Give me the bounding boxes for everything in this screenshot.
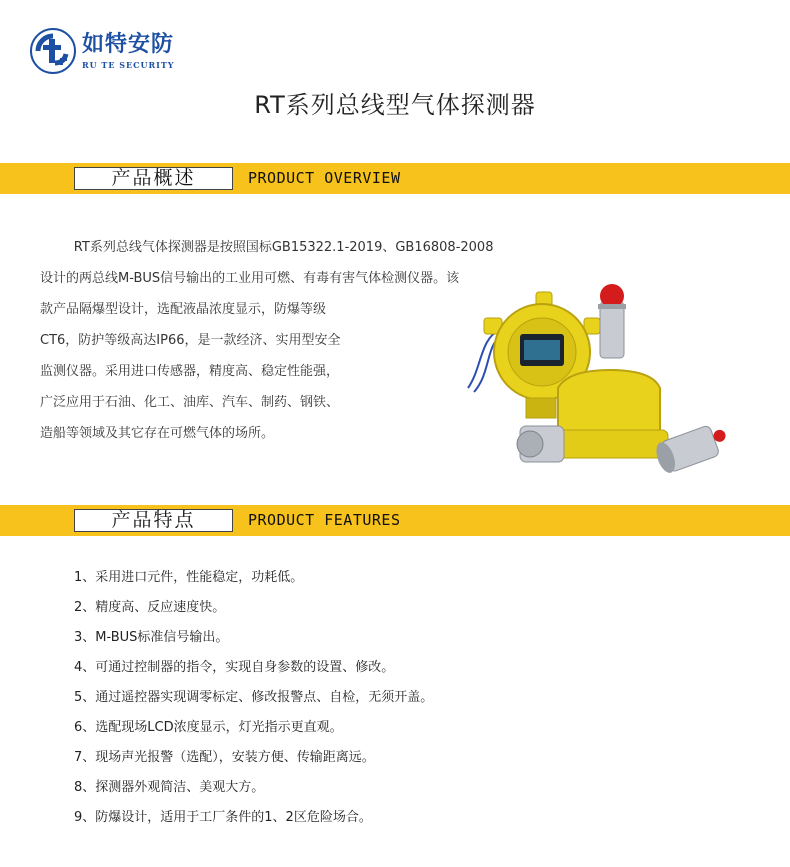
section-header-overview	[0, 163, 790, 194]
section-title-cn: 产品特点	[74, 509, 233, 532]
overview-line: 设计的两总线M-BUS信号输出的工业用可燃、有毒有害气体检测仪器。该	[40, 271, 460, 286]
list-item: 6、选配现场LCD浓度显示，灯光指示更直观。	[74, 720, 343, 735]
rt-logo-icon	[30, 28, 76, 74]
list-item: 1、采用进口元件，性能稳定，功耗低。	[74, 570, 304, 585]
section-title-cn: 产品概述	[74, 167, 233, 190]
logo-cn-text: 如特安防	[82, 32, 175, 57]
logo-en-text: RU TE SECURITY	[82, 60, 175, 70]
section-title-en: PRODUCT OVERVIEW	[248, 169, 401, 187]
list-item: 5、通过遥控器实现调零标定、修改报警点、自检，无须开盖。	[74, 690, 434, 705]
overview-line: 造船等领域及其它存在可燃气体的场所。	[40, 426, 275, 441]
list-item: 8、探测器外观简洁、美观大方。	[74, 780, 265, 795]
overview-line: 监测仪器。采用进口传感器，精度高、稳定性能强，	[40, 364, 340, 379]
list-item: 9、防爆设计，适用于工厂条件的1、2区危险场合。	[74, 810, 372, 825]
section-title-en: PRODUCT FEATURES	[248, 511, 401, 529]
list-item: 3、M-BUS标准信号输出。	[74, 630, 229, 645]
list-item: 2、精度高、反应速度快。	[74, 600, 226, 615]
list-item: 4、可通过控制器的指令，实现自身参数的设置、修改。	[74, 660, 395, 675]
product-image	[460, 278, 750, 478]
overview-line: 款产品隔爆型设计，选配液晶浓度显示，防爆等级	[40, 302, 327, 317]
page-title: RT系列总线型气体探测器	[254, 91, 536, 119]
overview-line: 广泛应用于石油、化工、油库、汽车、制药、钢铁、	[40, 395, 340, 410]
overview-line: RT系列总线气体探测器是按照国标GB15322.1-2019、GB16808-2008	[73, 240, 494, 255]
features-list	[74, 567, 433, 837]
list-item: 7、现场声光报警（选配），安装方便、传输距离远。	[74, 750, 375, 765]
overview-line: CT6，防护等级高达IP66，是一款经济、实用型安全	[40, 333, 341, 348]
section-header-features	[0, 505, 790, 536]
brand-logo	[30, 20, 195, 82]
